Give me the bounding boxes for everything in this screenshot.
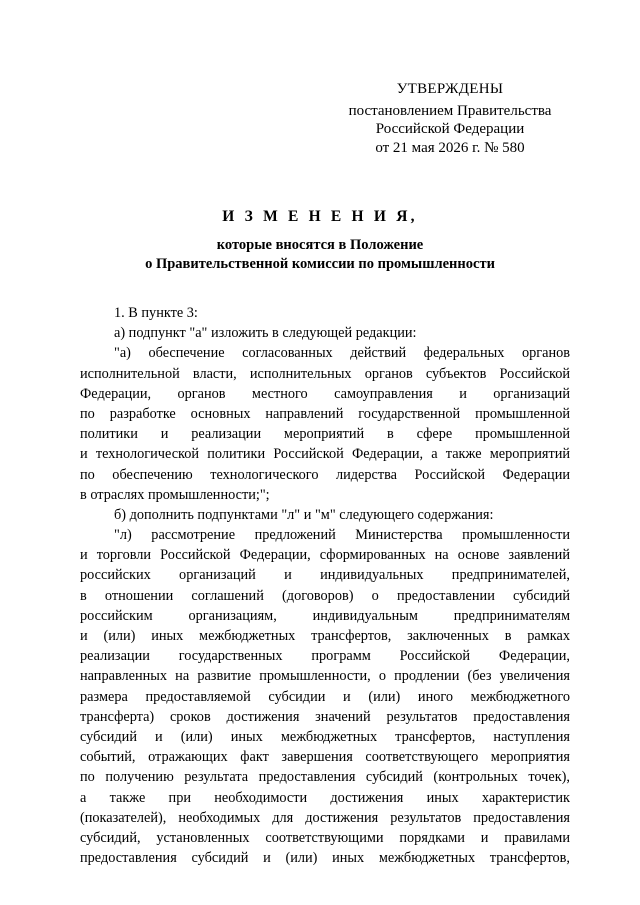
body-text-line: по обеспечению технологического лидерства Российской Федерации [80,466,570,483]
body-text-line: и (или) иных межбюджетных трансфертов, заключенных в рамках [80,628,570,644]
body-text-line: а также при необходимости достижения иных характеристик [80,789,570,806]
body-text-line: трансферта) сроков достижения значений результатов предоставления [80,708,570,725]
body-text-line: и торговли Российской Федерации, сформированных на основе заявлений [80,547,570,564]
body-text-line: российским организациям, индивидуальным предпринимателям [80,607,570,624]
body-text-line: размера предоставляемой субсидии и (или) иного межбюджетного [80,688,570,705]
subtitle-line-1: которые вносятся в Положение [216,237,424,253]
body-text-line: исполнительной власти, исполнительных органов субъектов Российской [80,365,570,382]
body-text-line: а) подпункт "а" изложить в следующей редакции: [114,325,417,342]
document-body [80,303,570,868]
body-text-line: субсидий, установленных соответствующими порядками и правилами [80,829,570,846]
body-text-line: субсидий и (или) иных межбюджетных трансфертов, наступления [80,728,570,745]
body-text-line: Федерации, органов местного самоуправления и организаций [80,385,570,402]
body-text-line: событий, отражающих факт завершения соответствующего мероприятия [80,749,570,766]
body-text-line: по разработке основных направлений государственной промышленной [80,405,570,422]
approval-line-1: постановлением Правительства [348,102,552,119]
body-text-line: и технологической политики Российской Федерации, а также мероприятий [80,446,570,463]
body-text-line: реализации государственных программ Российской Федерации, [80,648,570,665]
document-title: И З М Е Н Е Н И Я, [222,208,418,225]
document-subtitle [80,236,560,273]
approval-block [340,80,560,157]
approval-line-2: Российской Федерации [375,121,525,137]
subtitle-line-2: о Правительственной комиссии по промышленности [145,255,495,272]
body-text-line: "л) рассмотрение предложений Министерства промышленности [114,527,570,544]
body-text-line: "а) обеспечение согласованных действий федеральных органов [114,345,570,362]
body-text-line: по получению результата предоставления субсидий (контрольных точек), [80,769,570,786]
body-text-line: политики и реализации мероприятий в сфере промышленной [80,426,570,443]
body-text-line: в отраслях промышленности;"; [80,486,270,503]
body-text-line: российских организаций и индивидуальных предпринимателей, [80,567,570,584]
body-text-line: в отношении соглашений (договоров) о предоставлении субсидий [80,587,570,604]
body-text-line: направленных на развитие промышленности, о продлении (без увеличения [80,668,570,685]
approved-label: УТВЕРЖДЕНЫ [396,81,504,97]
body-text-line: б) дополнить подпунктами "л" и "м" следующего содержания: [114,506,494,523]
body-text-line: (показателей), необходимых для достижения результатов предоставления [80,809,570,826]
body-text-line: 1. В пункте 3: [114,305,198,321]
body-text-line: предоставления субсидий и (или) иных межбюджетных трансфертов, [80,850,570,867]
approval-date-number: от 21 мая 2026 г. № 580 [375,139,525,156]
